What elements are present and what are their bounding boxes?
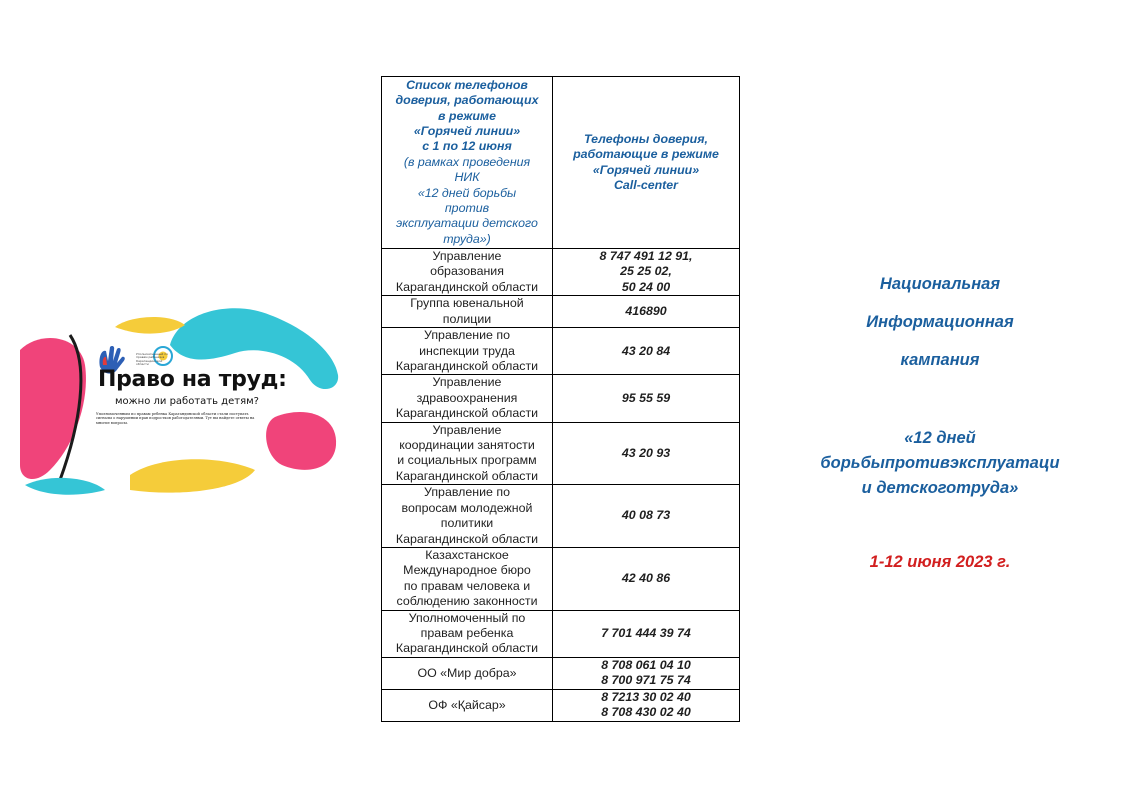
campaign-title-line: Национальная (879, 275, 1001, 293)
table-row (382, 249, 740, 296)
phone-number: 8 7213 30 02 40 (601, 689, 691, 704)
org-line: Управление по (424, 328, 510, 343)
pink-blob-right (266, 412, 336, 470)
header-note-line: «12 дней борьбы (417, 185, 517, 200)
header-line: «Горячей линии» (592, 162, 700, 177)
phone-cell (553, 375, 740, 422)
org-cell (382, 610, 553, 657)
phone-number: 43 20 84 (621, 343, 671, 358)
header-line: Call-center (613, 177, 679, 192)
header-right-cell (553, 77, 740, 249)
phone-number: 416890 (625, 304, 667, 319)
org-line: Карагандинской области (395, 359, 539, 374)
org-line: политики (440, 516, 494, 531)
org-line: Карагандинской области (395, 406, 539, 421)
phone-number: 43 20 93 (621, 445, 671, 460)
header-line: с 1 по 12 июня (422, 139, 512, 154)
table-row (382, 657, 740, 689)
phone-number: 95 55 59 (621, 390, 671, 405)
campaign-slogan (795, 426, 1085, 501)
org-line: инспекции труда (419, 343, 515, 358)
phone-number: 8 700 971 75 74 (601, 673, 691, 688)
table-row (382, 375, 740, 422)
org-line: и социальных программ (397, 453, 537, 468)
header-line: Телефоны доверия, (584, 131, 708, 146)
header-left-cell (382, 77, 553, 249)
org-line: Управление (432, 422, 502, 437)
org-cell (382, 328, 553, 375)
org-line: Карагандинской области (395, 531, 539, 546)
hotline-table (381, 76, 740, 722)
org-cell (382, 249, 553, 296)
phone-cell (553, 689, 740, 721)
header-line: Список телефонов (406, 77, 528, 92)
org-line: образования (430, 264, 504, 279)
phone-cell (553, 610, 740, 657)
org-cell (382, 657, 553, 689)
table-row (382, 610, 740, 657)
org-line: Управление по (424, 485, 510, 500)
table-row (382, 422, 740, 485)
slogan-line: борьбыпротивэксплуатаци (820, 454, 1060, 472)
cyan-blob-bottom (25, 478, 105, 495)
org-line: соблюдению законности (396, 594, 538, 609)
logo-caption: Уполномоченный по правам ребенка в Карагандинской области (136, 352, 169, 367)
org-line: Казахстанское (425, 547, 509, 562)
banner-description: Уполномоченным по правам ребенка Карагандинской области стали поступать сигналы о нарушении прав подростков работодателями. Тут вы найдете ответы на многие вопросы. (96, 412, 255, 425)
slogan-line: и детскоготруда» (861, 479, 1019, 497)
phone-number: 25 25 02, (620, 264, 672, 279)
org-line: Карагандинской области (395, 641, 539, 656)
org-line: по правам человека и (403, 578, 531, 593)
org-line: Карагандинской области (395, 279, 539, 294)
campaign-dates: 1-12 июня 2023 г. (869, 553, 1011, 571)
table-row (382, 689, 740, 721)
org-line: здравоохранения (416, 390, 518, 405)
org-cell (382, 485, 553, 548)
phone-cell (553, 485, 740, 548)
phone-cell (553, 422, 740, 485)
pink-blob-left (20, 338, 86, 479)
phone-number: 40 08 73 (621, 508, 671, 523)
org-line: Международное бюро (403, 563, 531, 578)
table-row (382, 328, 740, 375)
yellow-blob-top (115, 317, 185, 334)
org-cell (382, 689, 553, 721)
yellow-blob-bottom (130, 459, 255, 492)
org-cell (382, 422, 553, 485)
header-note-line: труда») (443, 231, 491, 246)
phone-cell (553, 296, 740, 328)
phone-number: 8 747 491 12 91, (599, 249, 693, 263)
org-line: вопросам молодежной (401, 500, 533, 515)
phone-number: 8 708 061 04 10 (601, 657, 691, 672)
header-line: работающие в режиме (573, 147, 719, 162)
table-row (382, 485, 740, 548)
table-header-row (382, 77, 740, 249)
org-line: правам ребенка (420, 625, 514, 640)
header-note-line: эксплуатации детского (396, 216, 538, 231)
phone-cell (553, 547, 740, 610)
header-line: «Горячей линии» (413, 123, 521, 138)
phone-number: 8 708 430 02 40 (601, 705, 691, 720)
org-cell (382, 375, 553, 422)
phone-cell (553, 657, 740, 689)
banner-headline: Право на труд: (98, 367, 287, 392)
campaign-title-line: Информационная (866, 313, 1014, 331)
table-row (382, 296, 740, 328)
org-line: Уполномоченный по (408, 610, 526, 625)
org-line: ОО «Мир добра» (417, 665, 517, 680)
campaign-title (795, 269, 1085, 383)
phone-cell (553, 249, 740, 296)
header-note-line: (в рамках проведения (403, 154, 531, 169)
org-line: полиции (442, 311, 492, 326)
header-line: доверия, работающих (395, 93, 539, 108)
campaign-title-line: кампания (900, 351, 980, 369)
banner-subheadline: можно ли работать детям? (115, 396, 259, 407)
table-row (382, 547, 740, 610)
org-line: Управление (432, 375, 502, 390)
header-line: в режиме (438, 108, 496, 123)
org-line: Группа ювенальной (410, 296, 524, 311)
phone-number: 50 24 00 (621, 279, 671, 294)
org-line: координации занятости (399, 438, 535, 453)
org-cell (382, 547, 553, 610)
org-line: Управление (432, 249, 502, 263)
phone-cell (553, 328, 740, 375)
phone-number: 42 40 86 (621, 571, 671, 586)
campaign-banner (20, 305, 342, 497)
slogan-line: «12 дней (904, 429, 976, 447)
header-note-line: НИК (454, 170, 480, 185)
org-line: ОФ «Қайсар» (428, 697, 506, 712)
org-cell (382, 296, 553, 328)
org-line: Карагандинской области (395, 468, 539, 483)
phone-number: 7 701 444 39 74 (601, 625, 691, 640)
header-note-line: против (444, 201, 490, 216)
